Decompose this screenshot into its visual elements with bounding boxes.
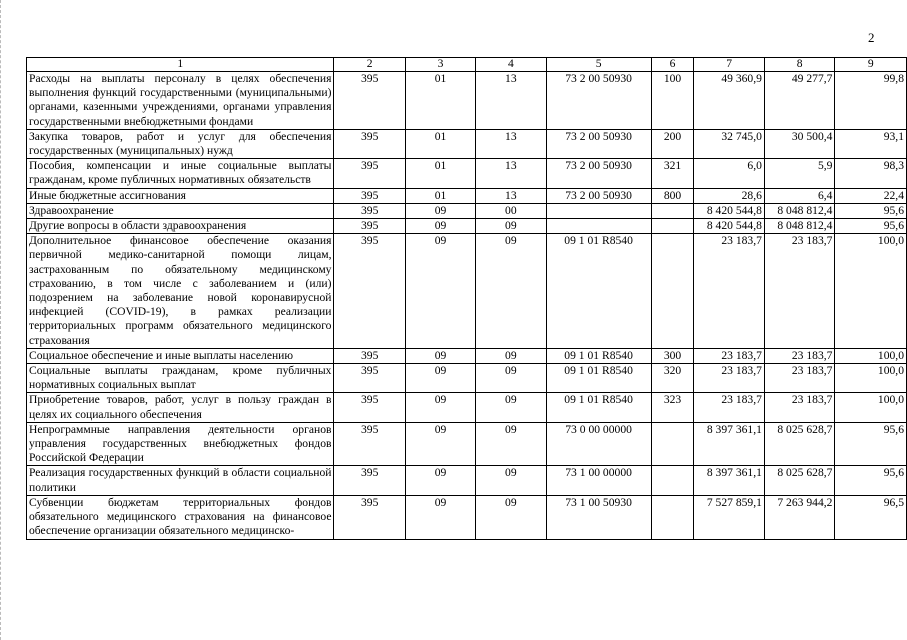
target-article-cell: 73 1 00 00000 <box>546 466 651 495</box>
executed-amount-cell: 7 263 944,2 <box>764 495 835 539</box>
target-article-cell: 73 2 00 50930 <box>546 188 651 203</box>
execution-percent-cell: 95,6 <box>835 466 907 495</box>
subsection-code-cell: 13 <box>476 159 546 188</box>
page-margin-guide <box>0 0 2 640</box>
execution-percent-cell: 98,3 <box>835 159 907 188</box>
expense-type-cell: 320 <box>651 364 694 393</box>
table-body <box>27 58 907 540</box>
subsection-code-cell: 13 <box>476 129 546 158</box>
executed-amount-cell: 6,4 <box>764 188 835 203</box>
table-row <box>27 466 907 495</box>
section-code-cell: 01 <box>405 159 475 188</box>
approved-amount-cell: 28,6 <box>694 188 765 203</box>
column-header: 3 <box>405 58 475 72</box>
item-name-cell: Другие вопросы в области здравоохранения <box>27 219 334 234</box>
ministry-code-cell: 395 <box>334 203 405 218</box>
section-code-cell: 01 <box>405 188 475 203</box>
executed-amount-cell: 8 048 812,4 <box>764 219 835 234</box>
page-number: 2 <box>868 30 875 45</box>
ministry-code-cell: 395 <box>334 234 405 349</box>
section-code-cell: 09 <box>405 364 475 393</box>
expense-type-cell <box>651 219 694 234</box>
executed-amount-cell: 49 277,7 <box>764 72 835 130</box>
approved-amount-cell: 23 183,7 <box>694 393 765 422</box>
approved-amount-cell: 8 420 544,8 <box>694 203 765 218</box>
ministry-code-cell: 395 <box>334 159 405 188</box>
ministry-code-cell: 395 <box>334 188 405 203</box>
execution-percent-cell: 95,6 <box>835 422 907 466</box>
section-code-cell: 09 <box>405 219 475 234</box>
item-name-cell: Непрограммные направления деятельности органов управления государственных внебюджетных фондов Российской Федерации <box>27 422 334 466</box>
approved-amount-cell: 6,0 <box>694 159 765 188</box>
section-code-cell: 09 <box>405 234 475 349</box>
subsection-code-cell: 13 <box>476 188 546 203</box>
approved-amount-cell: 23 183,7 <box>694 348 765 363</box>
execution-percent-cell: 100,0 <box>835 393 907 422</box>
table-row <box>27 219 907 234</box>
execution-percent-cell: 100,0 <box>835 364 907 393</box>
item-name-cell: Социальные выплаты гражданам, кроме публичных нормативных социальных выплат <box>27 364 334 393</box>
subsection-code-cell: 09 <box>476 234 546 349</box>
executed-amount-cell: 8 048 812,4 <box>764 203 835 218</box>
table-row <box>27 348 907 363</box>
executed-amount-cell: 5,9 <box>764 159 835 188</box>
approved-amount-cell: 8 397 361,1 <box>694 422 765 466</box>
subsection-code-cell: 09 <box>476 219 546 234</box>
expense-type-cell: 200 <box>651 129 694 158</box>
item-name-cell: Приобретение товаров, работ, услуг в пользу граждан в целях их социального обеспечения <box>27 393 334 422</box>
subsection-code-cell: 09 <box>476 364 546 393</box>
target-article-cell: 09 1 01 R8540 <box>546 393 651 422</box>
section-code-cell: 09 <box>405 495 475 539</box>
execution-percent-cell: 22,4 <box>835 188 907 203</box>
item-name-cell: Реализация государственных функций в области социальной политики <box>27 466 334 495</box>
ministry-code-cell: 395 <box>334 348 405 363</box>
expense-type-cell: 800 <box>651 188 694 203</box>
table-row <box>27 188 907 203</box>
execution-percent-cell: 100,0 <box>835 348 907 363</box>
column-header: 9 <box>835 58 907 72</box>
approved-amount-cell: 32 745,0 <box>694 129 765 158</box>
table-row <box>27 364 907 393</box>
subsection-code-cell: 09 <box>476 348 546 363</box>
table-row <box>27 72 907 130</box>
ministry-code-cell: 395 <box>334 129 405 158</box>
execution-percent-cell: 93,1 <box>835 129 907 158</box>
execution-percent-cell: 95,6 <box>835 203 907 218</box>
expense-type-cell: 300 <box>651 348 694 363</box>
item-name-cell: Социальное обеспечение и иные выплаты населению <box>27 348 334 363</box>
column-header: 2 <box>334 58 405 72</box>
section-code-cell: 01 <box>405 129 475 158</box>
column-header: 5 <box>546 58 651 72</box>
item-name-cell: Субвенции бюджетам территориальных фондов обязательного медицинского страхования на финансовое обеспечение организации обязательного медицинско- <box>27 495 334 539</box>
expense-type-cell <box>651 234 694 349</box>
section-code-cell: 09 <box>405 422 475 466</box>
column-header: 6 <box>651 58 694 72</box>
table-row <box>27 393 907 422</box>
item-name-cell: Иные бюджетные ассигнования <box>27 188 334 203</box>
executed-amount-cell: 30 500,4 <box>764 129 835 158</box>
table-row <box>27 129 907 158</box>
expense-type-cell: 321 <box>651 159 694 188</box>
item-name-cell: Закупка товаров, работ и услуг для обеспечения государственных (муниципальных) нужд <box>27 129 334 158</box>
executed-amount-cell: 8 025 628,7 <box>764 466 835 495</box>
table-row <box>27 422 907 466</box>
ministry-code-cell: 395 <box>334 422 405 466</box>
target-article-cell: 09 1 01 R8540 <box>546 234 651 349</box>
table-row <box>27 203 907 218</box>
subsection-code-cell: 09 <box>476 422 546 466</box>
subsection-code-cell: 09 <box>476 495 546 539</box>
item-name-cell: Дополнительное финансовое обеспечение оказания первичной медико-санитарной помощи лицам, застрахованным по обязательному медицинскому страхованию, в том числе с заболеванием и (или) подозрением на заболевание новой коронавирусной инфекцией (COVID-19), в рамках реализации территориальных программ обязательного медицинского страхования <box>27 234 334 349</box>
ministry-code-cell: 395 <box>334 393 405 422</box>
ministry-code-cell: 395 <box>334 72 405 130</box>
target-article-cell: 73 2 00 50930 <box>546 72 651 130</box>
approved-amount-cell: 23 183,7 <box>694 234 765 349</box>
execution-percent-cell: 100,0 <box>835 234 907 349</box>
approved-amount-cell: 8 420 544,8 <box>694 219 765 234</box>
item-name-cell: Расходы на выплаты персоналу в целях обеспечения выполнения функций государственными (муниципальными) органами, казенными учреждениями, органами управления государственными внебюджетными фондами <box>27 72 334 130</box>
column-header: 8 <box>764 58 835 72</box>
approved-amount-cell: 23 183,7 <box>694 364 765 393</box>
table-row <box>27 159 907 188</box>
section-code-cell: 09 <box>405 393 475 422</box>
executed-amount-cell: 8 025 628,7 <box>764 422 835 466</box>
target-article-cell: 09 1 01 R8540 <box>546 364 651 393</box>
expense-type-cell <box>651 422 694 466</box>
subsection-code-cell: 00 <box>476 203 546 218</box>
executed-amount-cell: 23 183,7 <box>764 393 835 422</box>
target-article-cell <box>546 219 651 234</box>
execution-percent-cell: 95,6 <box>835 219 907 234</box>
target-article-cell <box>546 203 651 218</box>
target-article-cell: 73 1 00 50930 <box>546 495 651 539</box>
column-header: 1 <box>27 58 334 72</box>
expense-type-cell <box>651 466 694 495</box>
expense-type-cell: 323 <box>651 393 694 422</box>
expense-type-cell: 100 <box>651 72 694 130</box>
ministry-code-cell: 395 <box>334 495 405 539</box>
execution-percent-cell: 99,8 <box>835 72 907 130</box>
executed-amount-cell: 23 183,7 <box>764 348 835 363</box>
approved-amount-cell: 7 527 859,1 <box>694 495 765 539</box>
ministry-code-cell: 395 <box>334 219 405 234</box>
budget-table <box>26 57 907 540</box>
executed-amount-cell: 23 183,7 <box>764 234 835 349</box>
table-row <box>27 234 907 349</box>
executed-amount-cell: 23 183,7 <box>764 364 835 393</box>
approved-amount-cell: 49 360,9 <box>694 72 765 130</box>
approved-amount-cell: 8 397 361,1 <box>694 466 765 495</box>
column-header: 4 <box>476 58 546 72</box>
subsection-code-cell: 09 <box>476 466 546 495</box>
item-name-cell: Здравоохранение <box>27 203 334 218</box>
column-header: 7 <box>694 58 765 72</box>
expense-type-cell <box>651 495 694 539</box>
subsection-code-cell: 09 <box>476 393 546 422</box>
item-name-cell: Пособия, компенсации и иные социальные выплаты гражданам, кроме публичных нормативных обязательств <box>27 159 334 188</box>
subsection-code-cell: 13 <box>476 72 546 130</box>
ministry-code-cell: 395 <box>334 364 405 393</box>
target-article-cell: 73 0 00 00000 <box>546 422 651 466</box>
target-article-cell: 09 1 01 R8540 <box>546 348 651 363</box>
section-code-cell: 01 <box>405 72 475 130</box>
section-code-cell: 09 <box>405 466 475 495</box>
section-code-cell: 09 <box>405 203 475 218</box>
target-article-cell: 73 2 00 50930 <box>546 129 651 158</box>
section-code-cell: 09 <box>405 348 475 363</box>
table-row <box>27 495 907 539</box>
expense-type-cell <box>651 203 694 218</box>
target-article-cell: 73 2 00 50930 <box>546 159 651 188</box>
execution-percent-cell: 96,5 <box>835 495 907 539</box>
table-header-row <box>27 58 907 72</box>
ministry-code-cell: 395 <box>334 466 405 495</box>
